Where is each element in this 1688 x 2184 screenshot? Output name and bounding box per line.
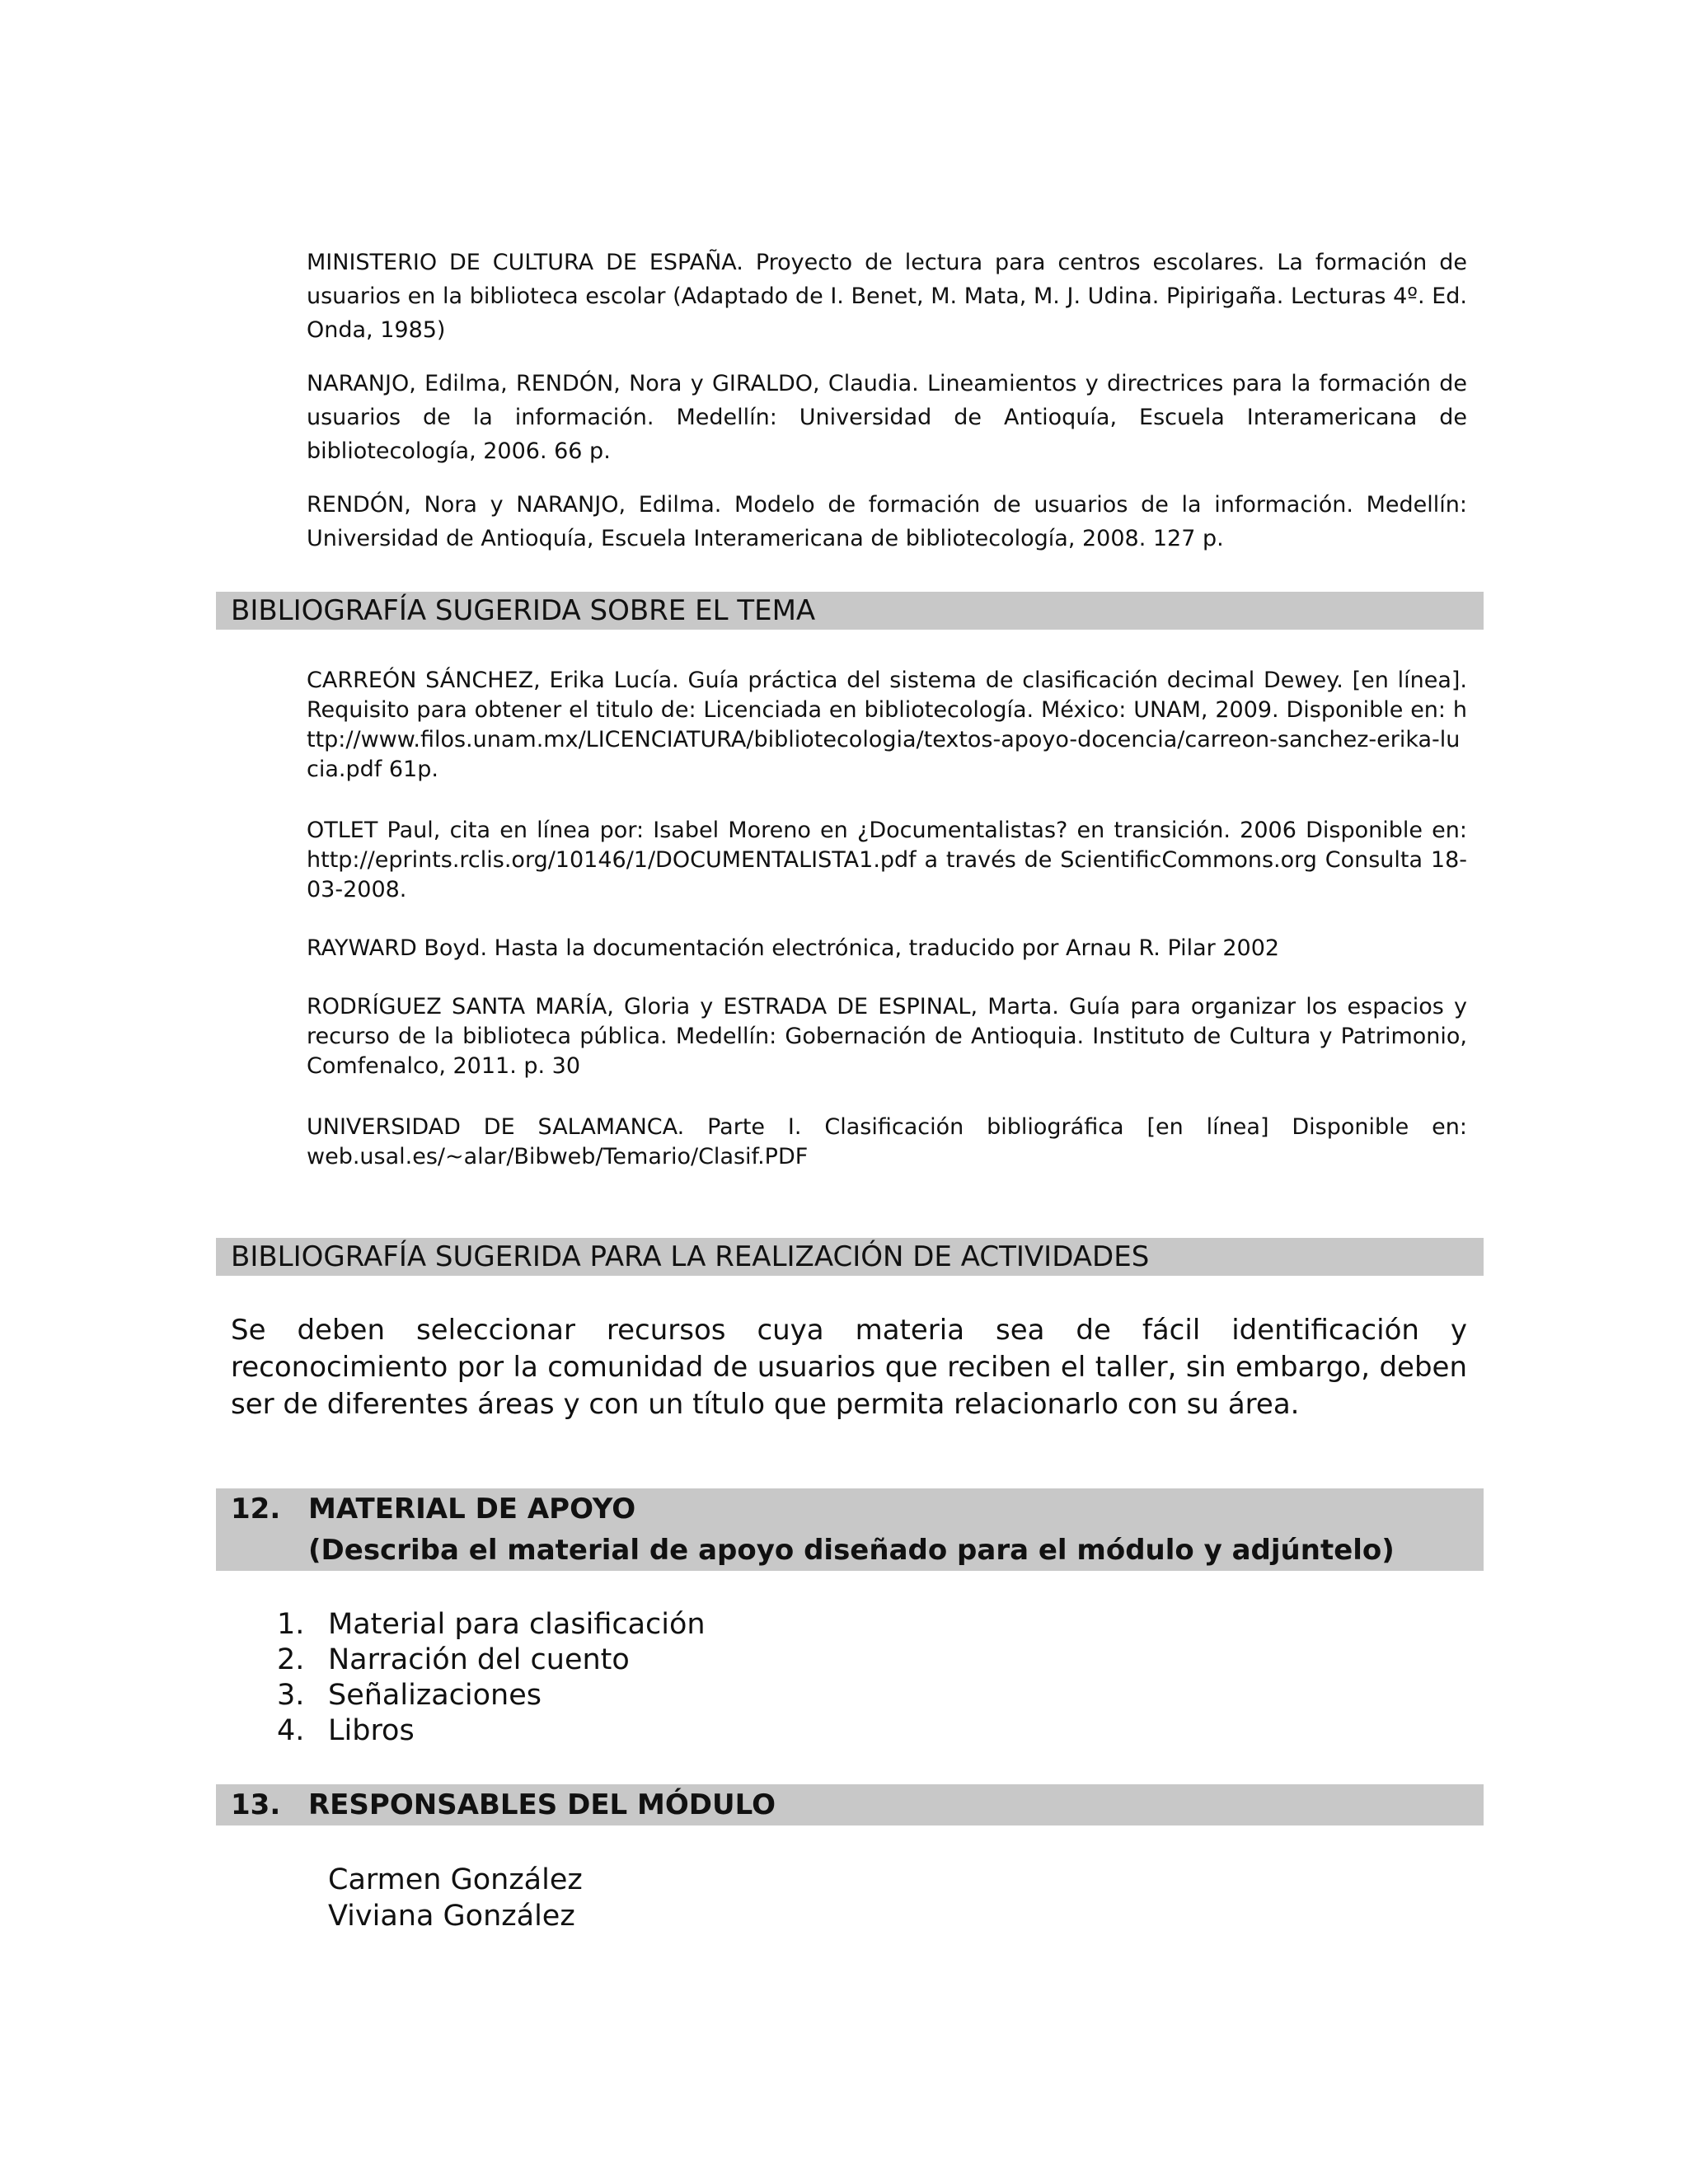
section-title: MATERIAL DE APOYO (308, 1493, 636, 1526)
list-item (277, 1643, 706, 1678)
reference-carreon (307, 666, 1467, 785)
reference-naranjo (307, 367, 1467, 468)
section-number: 13. (231, 1788, 281, 1821)
reference-otlet (307, 816, 1467, 905)
responsable-name: Carmen González (328, 1863, 583, 1896)
list-label: Narración del cuento (328, 1643, 630, 1676)
reference-author: MINISTERIO DE CULTURA DE ESPAÑA. (307, 250, 743, 275)
list-label: Material para clasificación (328, 1608, 706, 1641)
actividades-paragraph: Se deben seleccionar recursos cuya materia sea de fácil identificación y reconocimiento por la comunidad de usuarios que reciben el taller, sin embargo, deben ser de diferentes áreas y con un título que permita relacionarlo con su área. (231, 1314, 1467, 1421)
section-header-tema (216, 592, 1484, 630)
reference-text: RODRÍGUEZ SANTA MARÍA, Gloria y ESTRADA DE ESPINAL, Marta. Guía para organizar los espacios y recurso de la biblioteca pública. Medellín: Gobernación de Antioquia. Instituto de Cultura y Patrimonio, Comfenalco, 2011. p. 30 (307, 994, 1467, 1079)
reference-rayward (307, 934, 1467, 963)
section-header-12 (216, 1488, 1484, 1571)
reference-url: http://www.filos.unam.mx/LICENCIATURA/bibliotecologia/textos-apoyo-docencia/carreon-sanchez-erika-lucia.pdf 61p. (307, 697, 1467, 782)
section-subtitle: (Describa el material de apoyo diseñado para el módulo y adjúntelo) (308, 1534, 1395, 1567)
list-number: 4. (277, 1714, 305, 1747)
section-header-13 (216, 1784, 1484, 1825)
list-item (277, 1713, 706, 1749)
list-item (277, 1678, 706, 1713)
reference-text: CARREÓN SÁNCHEZ, Erika Lucía. Guía práctica del sistema de clasificación decimal Dewey. [en línea]. Requisito para obtener el titulo de: Licenciada en bibliotecología. México: UNAM, 2009. Disponible en: (307, 668, 1467, 723)
list-number: 2. (277, 1643, 305, 1676)
support-material-list (277, 1607, 706, 1749)
reference-salamanca (307, 1113, 1467, 1172)
responsable-name: Viviana González (328, 1900, 575, 1933)
reference-text: Lineamientos y directrices para la formación de usuarios de la información. Medellín: Universidad de Antioquía, Escuela Interamericana de bibliotecología, 2006. 66 p. (307, 371, 1468, 464)
section-header-actividades (216, 1238, 1484, 1276)
section-title: RESPONSABLES DEL MÓDULO (308, 1788, 776, 1821)
section-title: BIBLIOGRAFÍA SUGERIDA SOBRE EL TEMA (231, 594, 816, 627)
list-label: Señalizaciones (328, 1679, 542, 1712)
reference-rodriguez (307, 992, 1467, 1081)
section-number: 12. (231, 1493, 281, 1526)
reference-ministerio (307, 246, 1467, 347)
reference-text: RAYWARD Boyd. Hasta la documentación electrónica, traducido por Arnau R. Pilar 2002 (307, 935, 1280, 961)
list-label: Libros (328, 1714, 415, 1747)
reference-author: RENDÓN, Nora y NARANJO, Edilma. (307, 492, 722, 518)
list-number: 1. (277, 1608, 305, 1641)
list-number: 3. (277, 1679, 305, 1712)
reference-text: OTLET Paul, cita en línea por: Isabel Moreno en ¿Documentalistas? en transición. 2006 Disponible en: http://eprints.rclis.org/10146/1/DOCUMENTALISTA1.pdf a través de ScientificCommons.org Consulta 18-03-2008. (307, 818, 1467, 902)
responsables-list (328, 1862, 583, 1934)
reference-text: Proyecto de lectura para centros escolares. La formación de usuarios en la biblioteca escolar (Adaptado de I. Benet, M. Mata, M. J. Udina. Pipirigaña. Lecturas 4º. Ed. Onda, 1985) (307, 250, 1467, 343)
reference-text: UNIVERSIDAD DE SALAMANCA. Parte I. Clasificación bibliográfica [en línea] Disponible en: web.usal.es/~alar/Bibweb/Temario/Clasif.PDF (307, 1114, 1467, 1169)
reference-rendon (307, 488, 1467, 555)
reference-author: NARANJO, Edilma, RENDÓN, Nora y GIRALDO, Claudia. (307, 371, 919, 396)
section-title: BIBLIOGRAFÍA SUGERIDA PARA LA REALIZACIÓN DE ACTIVIDADES (231, 1240, 1150, 1273)
list-item (277, 1607, 706, 1643)
reference-text: Modelo de formación de usuarios de la información. Medellín: Universidad de Antioquía, Escuela Interamericana de bibliotecología, 2008. 127 p. (307, 492, 1467, 551)
